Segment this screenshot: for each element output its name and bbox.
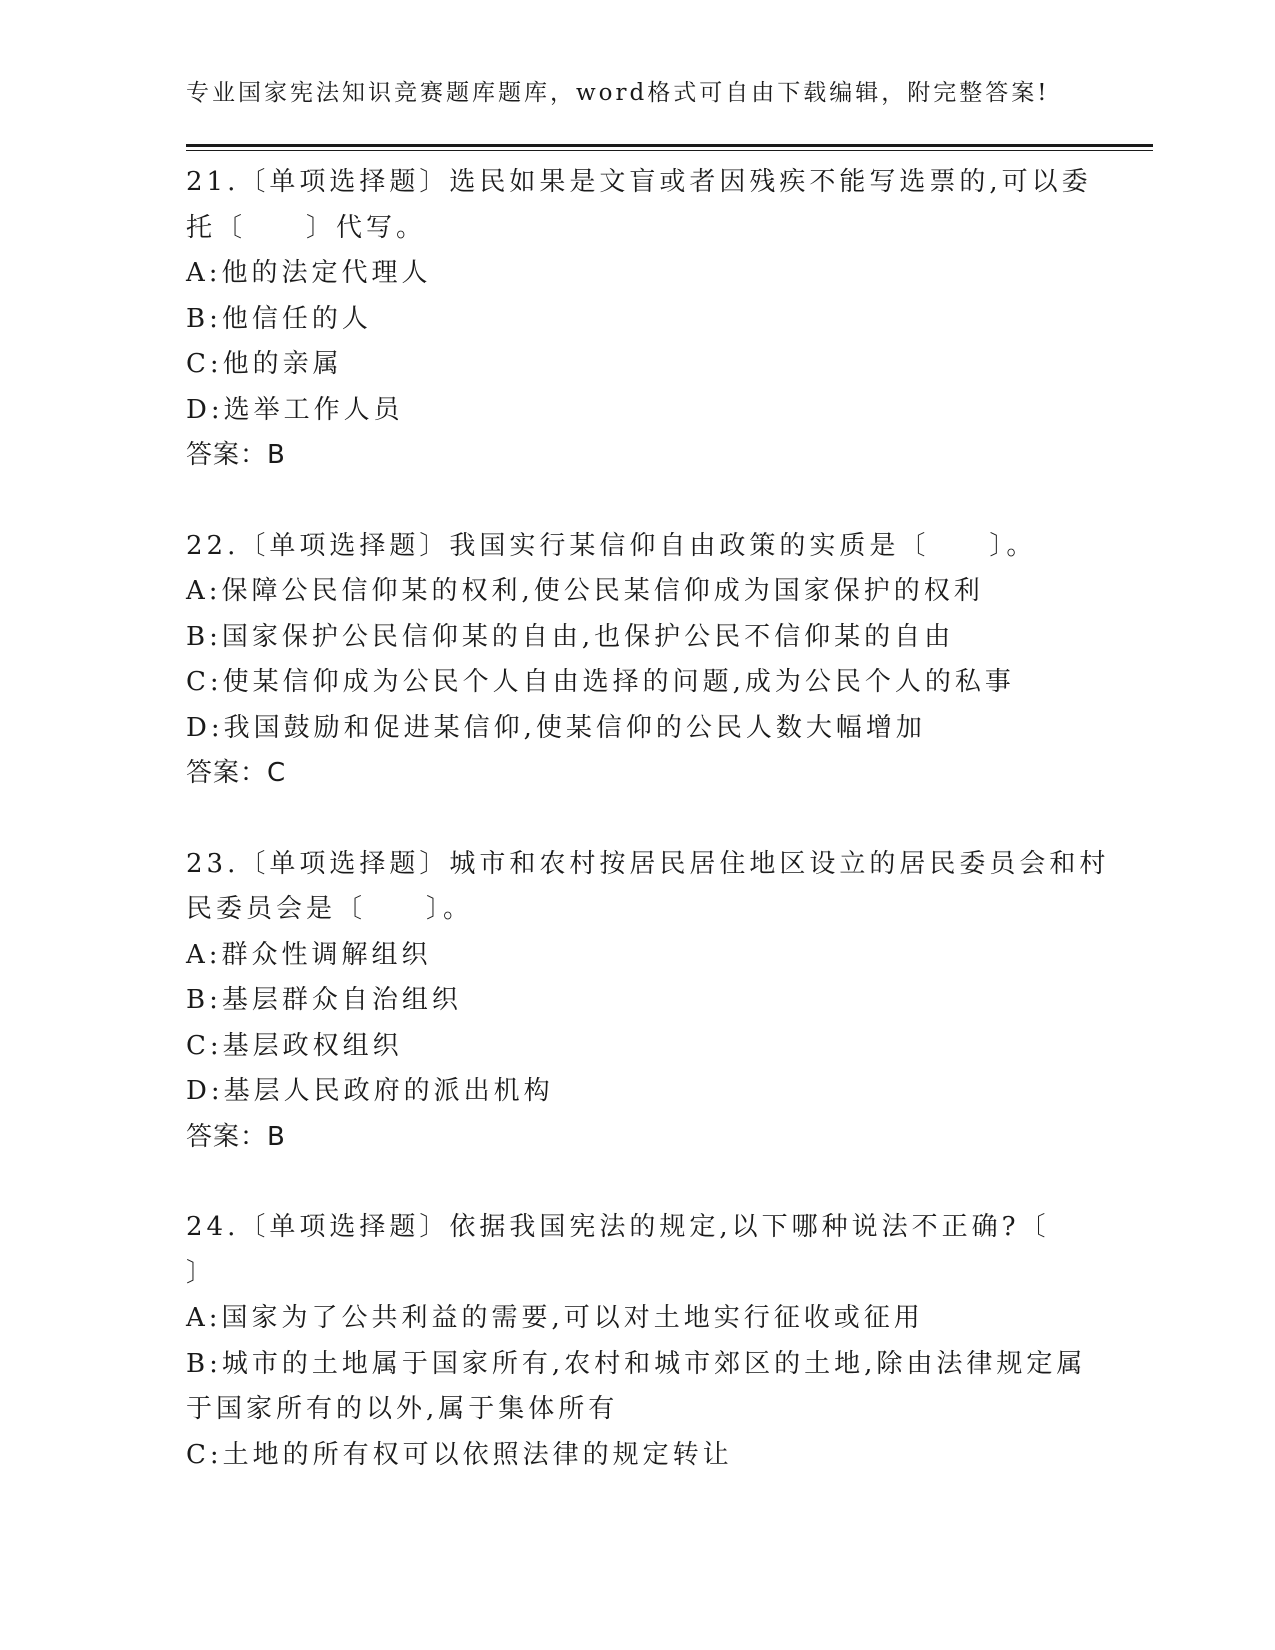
question-stem-line: 22.〔单项选择题〕我国实行某信仰自由政策的实质是〔 〕。 (186, 530, 1037, 561)
answer-label: 答案：B (186, 440, 286, 470)
option-c: C:使某信仰成为公民个人自由选择的问题,成为公民个人的私事 (186, 667, 1015, 697)
option-d: D:基层人民政府的派出机构 (186, 1076, 554, 1106)
option-a: A:他的法定代理人 (186, 258, 432, 288)
option-b: B:他信任的人 (186, 303, 372, 334)
header-rule-thick (186, 144, 1153, 147)
option-d: D:我国鼓励和促进某信仰,使某信仰的公民人数大幅增加 (186, 712, 926, 743)
question-stem-line: 23.〔单项选择题〕城市和农村按居民居住地区设立的居民委员会和村 (186, 848, 1110, 879)
option-a: A:国家为了公共利益的需要,可以对土地实行征收或征用 (186, 1303, 924, 1333)
question-stem-line: 21.〔单项选择题〕选民如果是文盲或者因残疾不能写选票的,可以委 (186, 167, 1092, 197)
question-23 (186, 842, 1110, 1161)
option-b: B:国家保护公民信仰某的自由,也保护公民不信仰某的自由 (186, 621, 955, 652)
page-header: 专业国家宪法知识竞赛题库题库，word格式可自由下载编辑，附完整答案! (186, 80, 1050, 106)
question-21 (186, 160, 1092, 479)
question-22 (186, 524, 1086, 797)
question-spacer (186, 479, 1086, 524)
option-d: D:选举工作人员 (186, 394, 404, 425)
option-a: A:保障公民信仰某的权利,使公民某信仰成为国家保护的权利 (186, 576, 984, 606)
question-24 (186, 1205, 1086, 1478)
question-stem-line: 托〔 〕代写。 (186, 212, 427, 243)
question-spacer (186, 1160, 1086, 1205)
answer-label: 答案：C (186, 758, 287, 788)
answer-label: 答案：B (186, 1121, 286, 1152)
question-list (186, 160, 1110, 1478)
option-c: C:土地的所有权可以依照法律的规定转让 (186, 1439, 733, 1470)
option-b-continued: 于国家所有的以外,属于集体所有 (186, 1394, 619, 1424)
option-b: B:基层群众自治组织 (186, 985, 462, 1015)
option-c: C:他的亲属 (186, 349, 343, 379)
option-c: C:基层政权组织 (186, 1030, 403, 1061)
option-a: A:群众性调解组织 (186, 939, 432, 970)
question-spacer (186, 797, 1086, 842)
question-stem-line: 民委员会是〔 〕。 (186, 894, 474, 924)
question-stem-line: 〕 (186, 1257, 217, 1288)
question-stem-line: 24.〔单项选择题〕依据我国宪法的规定,以下哪种说法不正确?〔 (186, 1212, 1050, 1242)
option-b: B:城市的土地属于国家所有,农村和城市郊区的土地,除由法律规定属 (186, 1348, 1087, 1379)
header-rule-thin (186, 150, 1153, 151)
